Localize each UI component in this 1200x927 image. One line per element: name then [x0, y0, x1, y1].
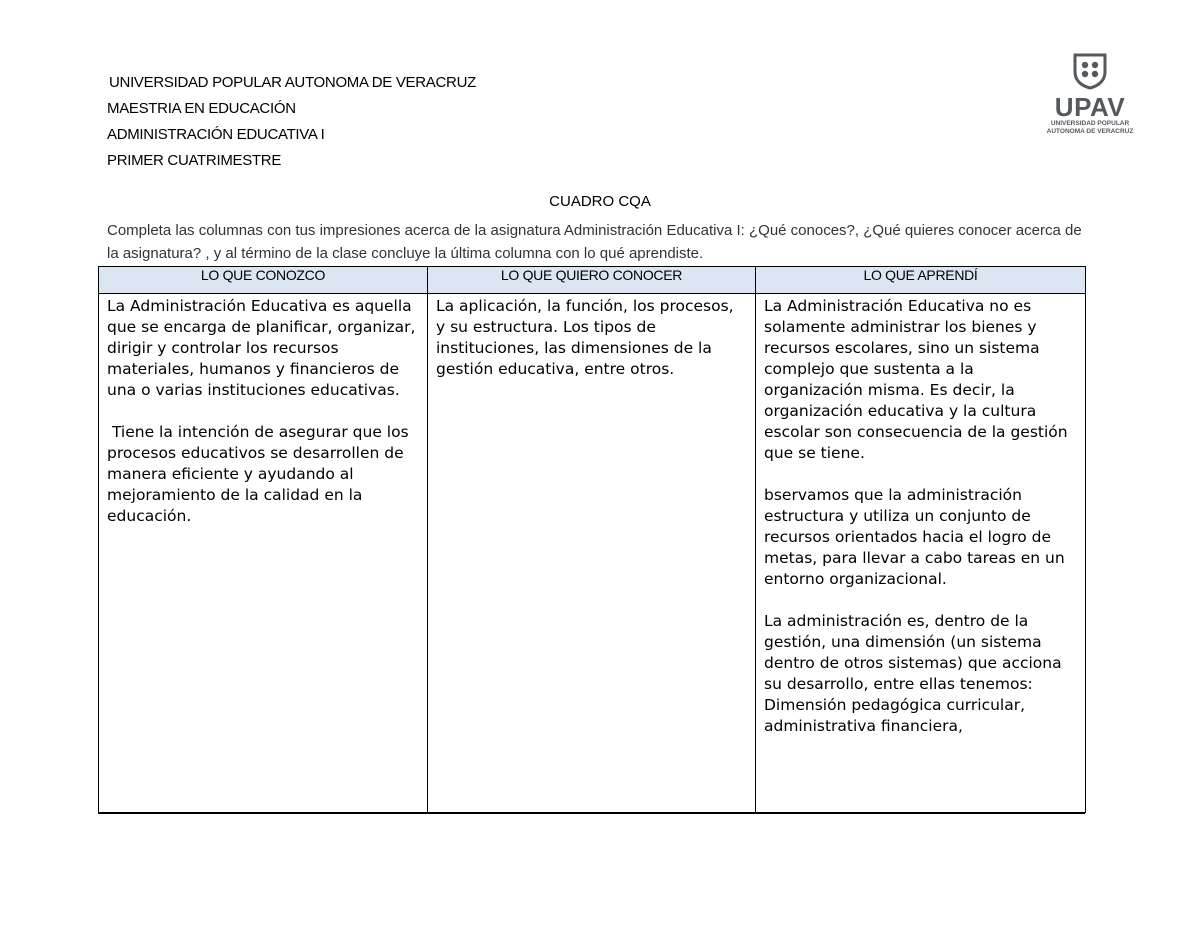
- shield-icon: [1072, 52, 1108, 90]
- document-header: [107, 70, 476, 174]
- learned-paragraph: La administración es, dentro de la gestión, una dimensión (un sistema dentro de otros sistemas) que acciona su desarrollo, entre ellas tenemos: Dimensión pedagógica curricular, administrativa financiera,: [764, 612, 1062, 735]
- upav-logo: [1044, 52, 1136, 136]
- page-divider: [98, 812, 1085, 814]
- want-paragraph: La aplicación, la función, los procesos, y su estructura. Los tipos de instituciones, las dimensiones de la gestión educativa, entre otros.: [436, 297, 734, 378]
- learned-paragraph: bservamos que la administración estructura y utiliza un conjunto de recursos orientados hacia el logro de metas, para llevar a cabo tareas en un entorno organizacional.: [764, 486, 1065, 588]
- instructions-text: Completa las columnas con tus impresiones acerca de la asignatura Administración Educativa I: ¿Qué conoces?, ¿Qué quieres conocer acerca de la asignatura? , y al término de la clase concluye la última columna con lo qué aprendiste.: [107, 222, 1082, 262]
- cell-want: [428, 294, 756, 813]
- course-name: ADMINISTRACIÓN EDUCATIVA I: [107, 126, 325, 143]
- learned-paragraph: La Administración Educativa no es solamente administrar los bienes y recursos escolares, sino un sistema complejo que sustenta a la organización misma. Es decir, la organización educativa y la cultura escolar son consecuencia de la gestión que se tiene.: [764, 297, 1068, 462]
- column-header-know: LO QUE CONOZCO: [99, 267, 428, 294]
- know-paragraph: Tiene la intención de asegurar que los procesos educativos se desarrollen de manera eficiente y ayudando al mejoramiento de la calidad en la educación.: [107, 423, 414, 525]
- know-paragraph: La Administración Educativa es aquella que se encarga de planificar, organizar, dirigir y controlar los recursos materiales, humanos y financieros de una o varias instituciones educativas.: [107, 297, 416, 399]
- document-title: CUADRO CQA: [549, 193, 651, 210]
- logo-subtitle-2: AUTONOMA DE VERACRUZ: [1046, 128, 1134, 135]
- cqa-table: [98, 266, 1086, 813]
- logo-brand: UPAV: [1054, 92, 1126, 122]
- term-name: PRIMER CUATRIMESTRE: [107, 152, 282, 169]
- column-header-learned: LO QUE APRENDÍ: [756, 267, 1086, 294]
- column-header-want: LO QUE QUIERO CONOCER: [428, 267, 756, 294]
- logo-subtitle-1: UNIVERSIDAD POPULAR: [1050, 120, 1130, 127]
- cell-know: [99, 294, 428, 813]
- program-name: MAESTRIA EN EDUCACIÓN: [107, 100, 296, 117]
- cell-learned: [756, 294, 1086, 813]
- table-header-row: [99, 267, 1086, 294]
- university-name: UNIVERSIDAD POPULAR AUTONOMA DE VERACRUZ: [109, 74, 476, 91]
- table-row: [99, 294, 1086, 813]
